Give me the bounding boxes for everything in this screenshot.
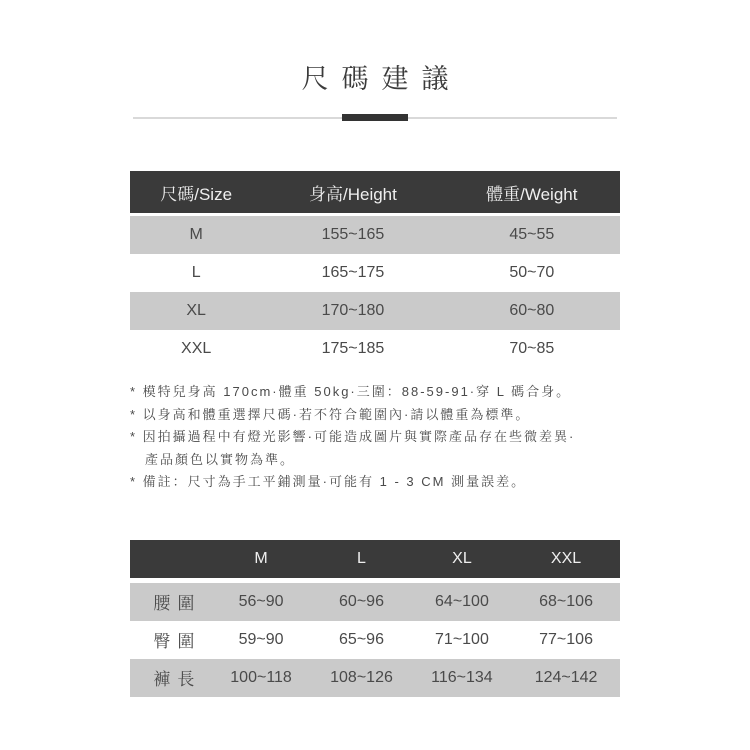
size-table-row-l bbox=[130, 254, 620, 292]
measure-row-waist bbox=[130, 583, 620, 621]
weight-cell: 60~80 bbox=[509, 302, 555, 319]
measure-row-hip bbox=[130, 621, 620, 659]
size-cell: L bbox=[191, 264, 201, 281]
measure-header-xxl: XXL bbox=[550, 549, 582, 567]
title-accent-bar bbox=[342, 114, 408, 121]
measure-value: 64~100 bbox=[435, 592, 489, 610]
measure-label: 褲長 bbox=[153, 670, 202, 689]
measure-value: 100~118 bbox=[230, 668, 292, 686]
measure-value: 56~90 bbox=[238, 592, 284, 610]
weight-cell: 70~85 bbox=[509, 340, 555, 357]
measure-value: 124~142 bbox=[534, 668, 598, 686]
measure-label: 腰圍 bbox=[153, 594, 202, 613]
measure-value: 116~134 bbox=[431, 668, 493, 686]
measure-header-m: M bbox=[254, 549, 268, 567]
page-title: 尺碼建議 bbox=[301, 64, 462, 94]
height-cell: 155~165 bbox=[321, 226, 385, 243]
measure-value: 59~90 bbox=[238, 630, 284, 648]
height-cell: 165~175 bbox=[321, 264, 385, 281]
size-table-row-xl bbox=[130, 292, 620, 330]
title-divider bbox=[133, 117, 617, 119]
size-cell: XL bbox=[186, 302, 206, 319]
size-table-header-height: 身高/Height bbox=[309, 184, 397, 204]
measure-value: 60~96 bbox=[339, 592, 384, 610]
measure-table-header bbox=[130, 540, 620, 578]
note-line: 產品顏色以實物為準。 bbox=[145, 451, 296, 467]
notes-section bbox=[130, 381, 620, 494]
size-cell: M bbox=[189, 226, 203, 243]
measure-value: 71~100 bbox=[435, 630, 489, 648]
note-line: * 因拍攝過程中有燈光影響·可能造成圖片與實際產品存在些微差異· bbox=[130, 429, 576, 444]
height-cell: 175~185 bbox=[321, 340, 385, 357]
weight-cell: 50~70 bbox=[509, 264, 555, 281]
measure-value: 65~96 bbox=[339, 630, 384, 648]
measure-header-xl: XL bbox=[452, 549, 472, 567]
size-table-row-xxl bbox=[130, 330, 620, 368]
measure-table bbox=[130, 540, 620, 697]
note-line: * 備註：尺寸為手工平鋪測量·可能有 1 - 3 CM 測量誤差。 bbox=[130, 474, 527, 489]
size-cell: XXL bbox=[181, 340, 212, 357]
measure-value: 108~126 bbox=[330, 668, 393, 686]
measure-label: 臀圍 bbox=[153, 632, 202, 651]
measure-header-l: L bbox=[357, 549, 366, 567]
measure-value: 68~106 bbox=[539, 592, 593, 610]
measure-row-pant-length bbox=[130, 659, 620, 697]
note-line: * 模特兒身高 170cm·體重 50kg·三圍：88-59-91·穿 L 碼合身。 bbox=[130, 384, 572, 399]
size-table bbox=[130, 171, 620, 368]
size-table-header-weight: 體重/Weight bbox=[486, 184, 578, 204]
size-table-row-m bbox=[130, 216, 620, 254]
size-table-header bbox=[130, 171, 620, 213]
note-line: * 以身高和體重選擇尺碼·若不符合範圍內·請以體重為標準。 bbox=[130, 406, 531, 422]
height-cell: 170~180 bbox=[321, 302, 385, 319]
weight-cell: 45~55 bbox=[509, 226, 555, 243]
size-table-header-size: 尺碼/Size bbox=[160, 184, 233, 204]
measure-value: 77~106 bbox=[539, 630, 593, 648]
